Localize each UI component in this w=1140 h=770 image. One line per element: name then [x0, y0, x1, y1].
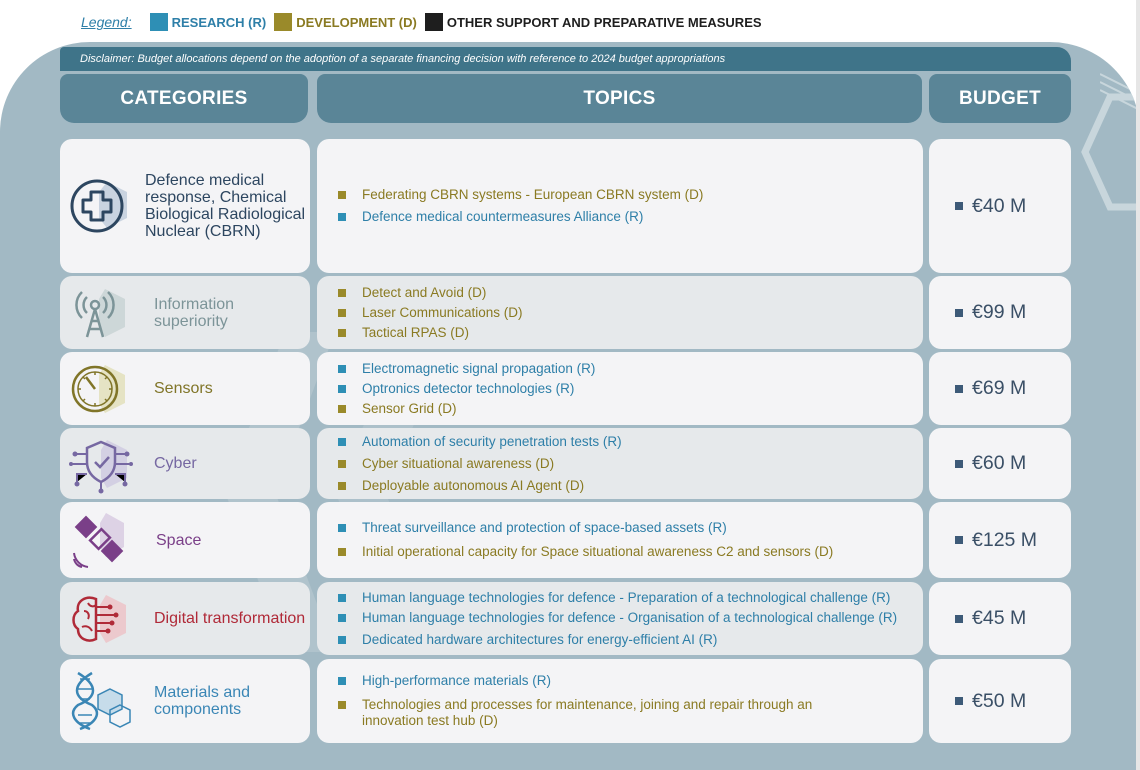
category-space: [60, 502, 310, 578]
budget-value: €69 M: [972, 377, 1027, 399]
category-cbrn: [60, 139, 310, 273]
header-budget: BUDGET: [929, 74, 1071, 123]
topic-item: [338, 401, 923, 417]
topic-text: Automation of security penetration tests (R): [362, 433, 622, 449]
topic-text: Human language technologies for defence - Preparation of a technological challenge (R): [362, 589, 891, 605]
category-label: Sensors: [154, 380, 213, 397]
development-bullet-icon: [338, 482, 346, 490]
budget-bullet-icon: [955, 697, 963, 705]
budget-information-superiority: [929, 276, 1071, 349]
development-bullet-icon: [338, 405, 346, 413]
topic-item: [338, 632, 923, 648]
topic-text: Initial operational capacity for Space situational awareness C2 and sensors (D): [362, 544, 834, 559]
shield-circuit-icon: [67, 430, 135, 498]
antenna-tower-icon: [67, 279, 135, 347]
topic-text: Defence medical countermeasures Alliance (R): [362, 209, 644, 224]
research-bullet-icon: [338, 524, 346, 532]
development-bullet-icon: [338, 460, 346, 468]
legend-research-swatch: [150, 13, 168, 31]
budget-materials-components: [929, 659, 1071, 743]
development-bullet-icon: [338, 191, 346, 199]
legend-other-label: OTHER SUPPORT AND PREPARATIVE MEASURES: [446, 14, 762, 30]
category-label: Defence medical response, Chemical Biological Radiological Nuclear (CBRN): [145, 172, 306, 240]
budget-value: €50 M: [972, 689, 1027, 712]
research-bullet-icon: [338, 438, 346, 446]
topic-item: [338, 456, 923, 472]
topic-item: [338, 590, 923, 606]
budget-sensors: [929, 352, 1071, 425]
budget-bullet-icon: [955, 385, 963, 393]
legend-other: [425, 13, 762, 31]
topic-text: High-performance materials (R): [362, 673, 552, 688]
budget-digital-transformation: [929, 582, 1071, 655]
budget-bullet-icon: [955, 536, 963, 544]
research-bullet-icon: [338, 365, 346, 373]
budget-bullet-icon: [955, 309, 963, 317]
research-bullet-icon: [338, 385, 346, 393]
topics-information-superiority: [317, 276, 923, 349]
legend-development-label: DEVELOPMENT (D): [296, 14, 417, 30]
topic-item: [338, 187, 923, 203]
topics-cbrn: [317, 139, 923, 273]
category-sensors: [60, 352, 310, 425]
topic-text: Federating CBRN systems - European CBRN system (D): [362, 187, 704, 202]
brain-circuit-icon: [67, 585, 135, 653]
category-cyber: [60, 428, 310, 499]
topic-text: Tactical RPAS (D): [362, 324, 470, 340]
topic-item: [338, 209, 923, 225]
topic-item: [338, 544, 923, 560]
budget-bullet-icon: [955, 615, 963, 623]
topic-item: [338, 285, 923, 301]
header-categories: CATEGORIES: [60, 74, 308, 123]
topic-item: [338, 673, 923, 689]
topics-digital-transformation: [317, 582, 923, 655]
development-bullet-icon: [338, 329, 346, 337]
topics-cyber: [317, 428, 923, 499]
legend-research: [150, 13, 267, 31]
research-bullet-icon: [338, 594, 346, 602]
category-materials-components: [60, 659, 310, 743]
category-digital-transformation: [60, 582, 310, 655]
legend-research-label: RESEARCH (R): [171, 14, 267, 30]
budget-bullet-icon: [955, 202, 963, 210]
topics-materials-components: [317, 659, 923, 743]
budget-cyber: [929, 428, 1071, 499]
category-label: Cyber: [154, 455, 197, 472]
development-bullet-icon: [338, 548, 346, 556]
radar-gauge-icon: [67, 355, 135, 423]
topic-item: [338, 325, 923, 341]
topic-text: Laser Communications (D): [362, 304, 523, 320]
topic-text: Technologies and processes for maintenance, joining and repair through an innovation test hub (D): [362, 697, 813, 728]
budget-cbrn: [929, 139, 1071, 273]
topic-text: Cyber situational awareness (D): [362, 455, 555, 471]
budget-value: €125 M: [972, 528, 1038, 551]
topic-text: Human language technologies for defence - Organisation of a technological challenge (R): [362, 609, 898, 625]
topic-item: [338, 610, 923, 626]
page-edge: [1136, 0, 1140, 770]
topic-item: [338, 381, 923, 397]
topic-text: Electromagnetic signal propagation (R): [362, 360, 596, 376]
category-information-superiority: [60, 276, 310, 349]
topic-item: [338, 520, 923, 536]
development-bullet-icon: [338, 289, 346, 297]
topic-item: [338, 478, 923, 494]
budget-value: €45 M: [972, 607, 1027, 629]
topic-text: Deployable autonomous AI Agent (D): [362, 477, 585, 493]
header-topics: TOPICS: [317, 74, 922, 123]
topic-item: [338, 361, 923, 377]
topics-sensors: [317, 352, 923, 425]
budget-space: [929, 502, 1071, 578]
budget-value: €60 M: [972, 452, 1027, 474]
medical-cross-icon: [67, 172, 135, 240]
category-label: Digital transformation: [154, 610, 306, 627]
legend-development-swatch: [274, 13, 292, 31]
research-bullet-icon: [338, 213, 346, 221]
topic-item: [338, 697, 838, 729]
topic-item: [338, 434, 923, 450]
category-label: Information superiority: [154, 295, 235, 330]
legend-title: Legend:: [81, 14, 132, 30]
budget-bullet-icon: [955, 460, 963, 468]
disclaimer-banner: Disclaimer: Budget allocations depend on the adoption of a separate financing decision with reference to 2024 budget appropriations: [60, 47, 1071, 71]
legend-other-swatch: [425, 13, 443, 31]
research-bullet-icon: [338, 677, 346, 685]
budget-value: €40 M: [972, 194, 1027, 217]
legend: [81, 11, 770, 33]
research-bullet-icon: [338, 614, 346, 622]
legend-development: [274, 13, 417, 31]
development-bullet-icon: [338, 309, 346, 317]
category-label: Space: [156, 531, 202, 549]
budget-value: €99 M: [972, 301, 1027, 323]
category-label: Materials and components: [154, 684, 251, 718]
research-bullet-icon: [338, 636, 346, 644]
stripes-decoration-icon: [1100, 72, 1140, 112]
topic-item: [338, 305, 923, 321]
topic-text: Detect and Avoid (D): [362, 284, 487, 300]
topic-text: Optronics detector technologies (R): [362, 380, 575, 396]
topic-text: Dedicated hardware architectures for energy-efficient AI (R): [362, 631, 718, 647]
dna-molecule-icon: [67, 667, 135, 735]
topics-space: [317, 502, 923, 578]
topic-text: Sensor Grid (D): [362, 400, 457, 416]
topic-text: Threat surveillance and protection of space-based assets (R): [362, 520, 727, 535]
development-bullet-icon: [338, 701, 346, 709]
satellite-icon: [67, 506, 135, 574]
